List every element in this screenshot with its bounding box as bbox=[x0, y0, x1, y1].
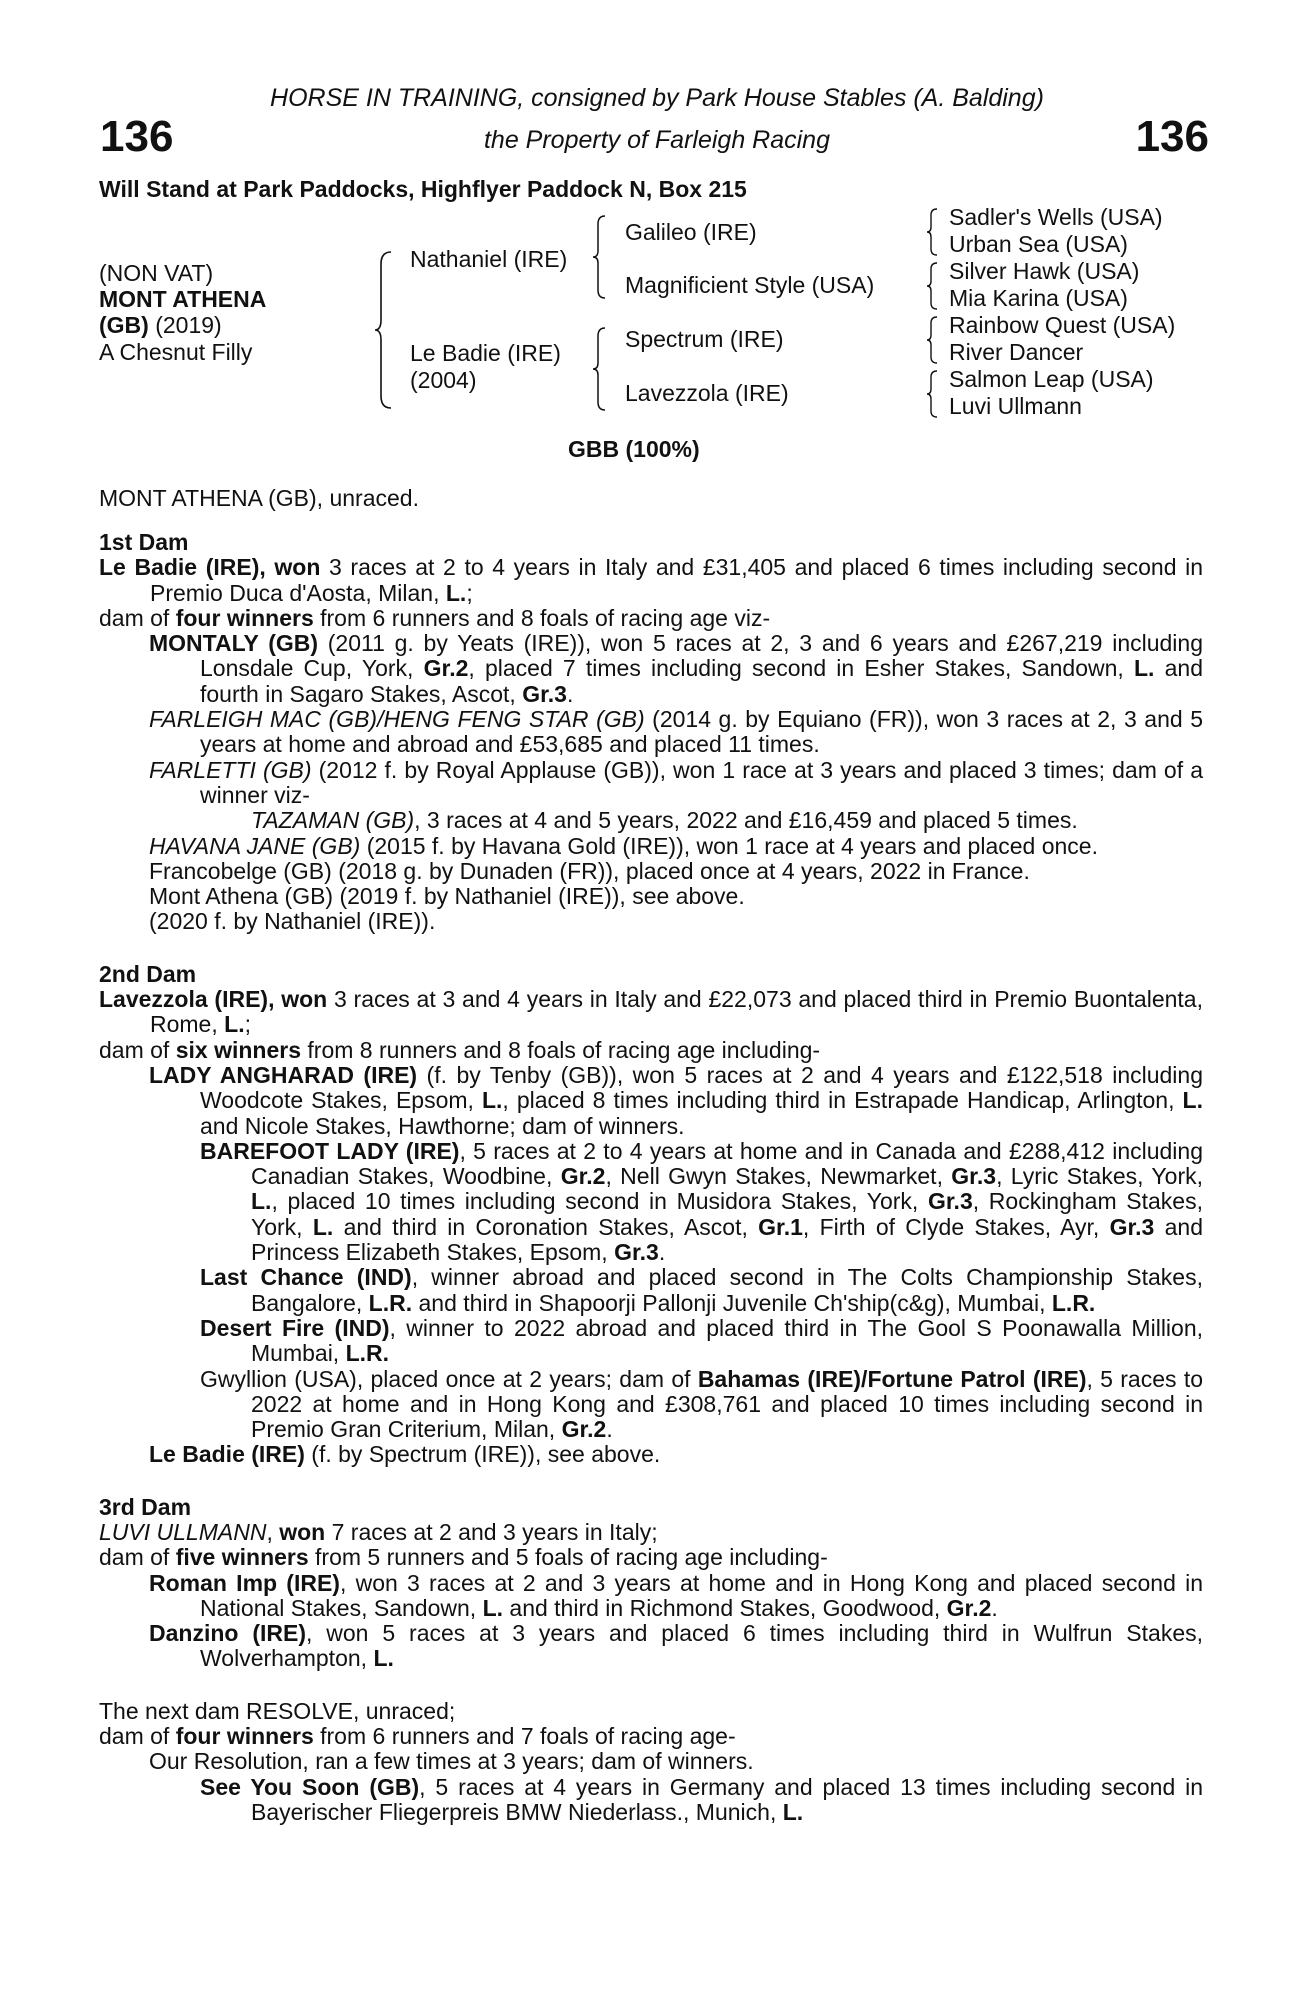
produce-le-badie: Le Badie (IRE) (f. by Spectrum (IRE)), see above. bbox=[149, 1441, 661, 1468]
property-line: the Property of Farleigh Racing bbox=[483, 126, 830, 154]
location-line: Will Stand at Park Paddocks, Highflyer Paddock N, Box 215 bbox=[99, 176, 747, 202]
horse-year: (2019) bbox=[155, 312, 222, 338]
gg-brace-2 bbox=[925, 261, 939, 311]
sire-dam: Magnificient Style (USA) bbox=[625, 272, 875, 298]
second-dam-para: Lavezzola (IRE), won 3 races at 3 and 4 years in Italy and £22,073 and placed third in Premio Buontalenta, Rome, L.; bbox=[99, 986, 1203, 1038]
dam-brace bbox=[591, 326, 607, 412]
produce-see-you-soon: See You Soon (GB), 5 races at 4 years in Germany and placed 13 times including second in Bayerischer Fliegerpreis BMW Niederlass., Munich, L. bbox=[200, 1773, 1204, 1825]
produce-roman-imp: Roman Imp (IRE), won 3 races at 2 and 3 years at home and in Hong Kong and placed second in National Stakes, Sandown, L. and third in Richmond Stakes, Goodwood, Gr.2. bbox=[149, 1569, 1204, 1621]
sire-brace bbox=[591, 214, 607, 300]
first-dam-produce: dam of four winners from 6 runners and 8 foals of racing age viz- bbox=[99, 604, 771, 631]
produce-havana-jane: HAVANA JANE (GB) (2015 f. by Havana Gold (IRE)), won 1 race at 4 years and placed once. bbox=[149, 832, 1098, 859]
intro-unraced: MONT ATHENA (GB), unraced. bbox=[99, 485, 419, 511]
produce-mont-athena: Mont Athena (GB) (2019 f. by Nathaniel (IRE)), see above. bbox=[149, 883, 745, 910]
gg-6: River Dancer bbox=[949, 339, 1084, 365]
horse-country: (GB) bbox=[99, 312, 149, 338]
section-first-dam: 1st Dam bbox=[99, 529, 189, 555]
sire-sire: Galileo (IRE) bbox=[625, 219, 757, 245]
consignor-line: HORSE IN TRAINING, consigned by Park House Stables (A. Balding) bbox=[270, 84, 1044, 112]
produce-farletti: FARLETTI (GB) (2012 f. by Royal Applause (GB)), won 1 race at 3 years and placed 3 times; dam of a winner viz- bbox=[149, 756, 1203, 808]
produce-barefoot-lady: BAREFOOT LADY (IRE), 5 races at 2 to 4 years at home and in Canada and £288,412 including Canadian Stakes, Woodbine, Gr.2, Nell Gwyn Stakes, Newmarket, Gr.3, Lyric Stakes, York, L., placed 10 times including second in Musidora Stakes, York, Gr.3, Rockingham Stakes, York, L. and third in Coronation Stakes, Ascot, Gr.1, Firth of Clyde Stakes, Ayr, Gr.3 and Princess Elizabeth Stakes, Epsom, Gr.3. bbox=[200, 1137, 1204, 1266]
next-dam-para: The next dam RESOLVE, unraced; bbox=[99, 1697, 456, 1724]
gg-4: Mia Karina (USA) bbox=[949, 285, 1128, 311]
produce-tazaman: TAZAMAN (GB), 3 races at 4 and 5 years, 2022 and £16,459 and placed 5 times. bbox=[251, 807, 1078, 834]
section-third-dam: 3rd Dam bbox=[99, 1493, 192, 1520]
section-second-dam: 2nd Dam bbox=[99, 960, 197, 987]
produce-francobelge: Francobelge (GB) (2018 g. by Dunaden (FR)), placed once at 4 years, 2022 in France. bbox=[149, 857, 1030, 884]
gg-2: Urban Sea (USA) bbox=[949, 231, 1128, 257]
first-dam-para: Le Badie (IRE), won 3 races at 2 to 4 years in Italy and £31,405 and placed 6 times including second in Premio Duca d'Aosta, Milan, L.; bbox=[99, 554, 1204, 606]
horse-description: A Chesnut Filly bbox=[99, 339, 253, 365]
produce-farleigh-mac: FARLEIGH MAC (GB)/HENG FENG STAR (GB) (2014 g. by Equiano (FR)), won 3 races at 2, 3 and 5 years at home and abroad and £53,685 and placed 11 times. bbox=[149, 706, 1203, 758]
sire: Nathaniel (IRE) bbox=[410, 246, 568, 272]
gg-brace-4 bbox=[925, 369, 939, 419]
horse-country-year bbox=[99, 312, 222, 339]
gg-5: Rainbow Quest (USA) bbox=[949, 312, 1176, 338]
vat-status: (NON VAT) bbox=[99, 260, 214, 286]
lot-number-left: 136 bbox=[100, 112, 174, 161]
next-dam-produce: dam of four winners from 6 runners and 7 foals of racing age- bbox=[99, 1723, 736, 1750]
dam-dam: Lavezzola (IRE) bbox=[625, 380, 789, 406]
gg-3: Silver Hawk (USA) bbox=[949, 258, 1140, 284]
second-dam-produce: dam of six winners from 8 runners and 8 foals of racing age including- bbox=[99, 1036, 821, 1063]
gg-8: Luvi Ullmann bbox=[949, 393, 1082, 419]
gg-brace-3 bbox=[925, 315, 939, 365]
gg-7: Salmon Leap (USA) bbox=[949, 366, 1154, 392]
third-dam-produce: dam of five winners from 5 runners and 5 foals of racing age including- bbox=[99, 1544, 828, 1571]
produce-montaly: MONTALY (GB) (2011 g. by Yeats (IRE)), won 5 races at 2, 3 and 6 years and £267,219 including Lonsdale Cup, York, Gr.2, placed 7 times including second in Esher Stakes, Sandown, L. and fourth in Sagaro Stakes, Ascot, Gr.3. bbox=[149, 630, 1204, 707]
gbb-percentage: GBB (100%) bbox=[568, 436, 700, 462]
produce-last-chance: Last Chance (IND), winner abroad and placed second in The Colts Championship Stakes, Bangalore, L.R. and third in Shapoorji Pallonji Juvenile Ch'ship(c&g), Mumbai, L.R. bbox=[200, 1264, 1203, 1316]
produce-our-resolution: Our Resolution, ran a few times at 3 years; dam of winners. bbox=[149, 1748, 754, 1775]
dam: Le Badie (IRE) bbox=[410, 340, 561, 366]
lot-number-right: 136 bbox=[1135, 112, 1209, 161]
produce-lady-angharad: LADY ANGHARAD (IRE) (f. by Tenby (GB)), won 5 races at 2 and 4 years and £122,518 including Woodcote Stakes, Epsom, L., placed 8 times including third in Estrapade Handicap, Arlington, L. and Nicole Stakes, Hawthorne; dam of winners. bbox=[149, 1061, 1203, 1139]
third-dam-para: LUVI ULLMANN, won 7 races at 2 and 3 years in Italy; bbox=[99, 1518, 658, 1545]
big-brace bbox=[373, 250, 393, 410]
dam-year: (2004) bbox=[410, 367, 477, 393]
horse-name: MONT ATHENA bbox=[99, 286, 267, 312]
produce-desert-fire: Desert Fire (IND), winner to 2022 abroad and placed third in The Gool S Poonawalla Million, Mumbai, L.R. bbox=[200, 1314, 1204, 1367]
gg-1: Sadler's Wells (USA) bbox=[949, 204, 1163, 230]
pedigree-body bbox=[99, 530, 1203, 1825]
produce-danzino: Danzino (IRE), won 5 races at 3 years and placed 6 times including third in Wulfrun Stakes, Wolverhampton, L. bbox=[149, 1620, 1203, 1672]
dam-sire: Spectrum (IRE) bbox=[625, 326, 784, 352]
produce-gwyllion: Gwyllion (USA), placed once at 2 years; dam of Bahamas (IRE)/Fortune Patrol (IRE), 5 races to 2022 at home and in Hong Kong and £308,761 and placed 10 times including second in Premio Gran Criterium, Milan, Gr.2. bbox=[200, 1365, 1203, 1443]
produce-2020: (2020 f. by Nathaniel (IRE)). bbox=[149, 908, 436, 935]
gg-brace-1 bbox=[925, 207, 939, 257]
